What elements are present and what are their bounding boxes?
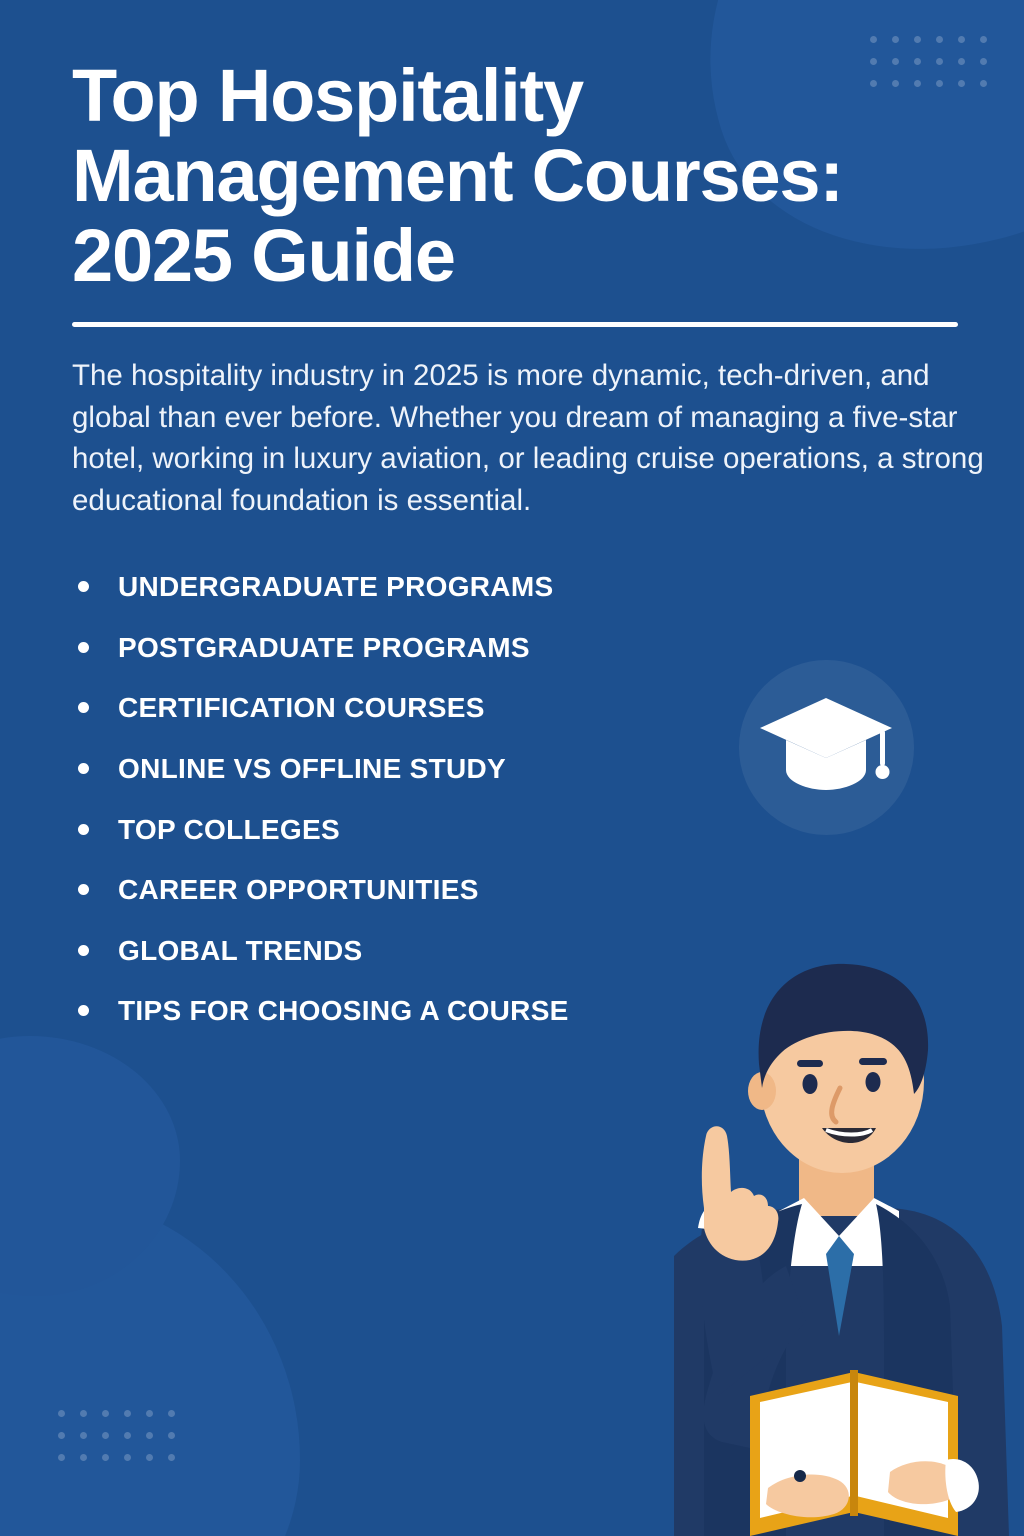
intro-paragraph: The hospitality industry in 2025 is more dynamic, tech-driven, and global than ever before. Whether you dream of managing a five-star hotel, working in luxury aviation, or leading cruise operations, a strong educational foundation is essential. — [72, 358, 984, 518]
title-divider — [72, 322, 958, 327]
list-item: TOP COLLEGES — [72, 813, 712, 847]
list-item: TIPS FOR CHOOSING A COURSE — [72, 994, 712, 1028]
poster-content — [72, 56, 992, 1055]
graduation-cap-icon — [756, 690, 896, 810]
list-item: UNDERGRADUATE PROGRAMS — [72, 570, 712, 604]
list-item: ONLINE VS OFFLINE STUDY — [72, 752, 712, 786]
page-title: Top Hospitality Management Courses: 2025 Guide — [72, 54, 843, 297]
list-item: CAREER OPPORTUNITIES — [72, 873, 712, 907]
topics-list — [72, 570, 712, 1028]
dot-grid-bottom-left — [58, 1410, 190, 1476]
list-item: POSTGRADUATE PROGRAMS — [72, 631, 712, 665]
list-item: CERTIFICATION COURSES — [72, 691, 712, 725]
list-item: GLOBAL TRENDS — [72, 934, 712, 968]
